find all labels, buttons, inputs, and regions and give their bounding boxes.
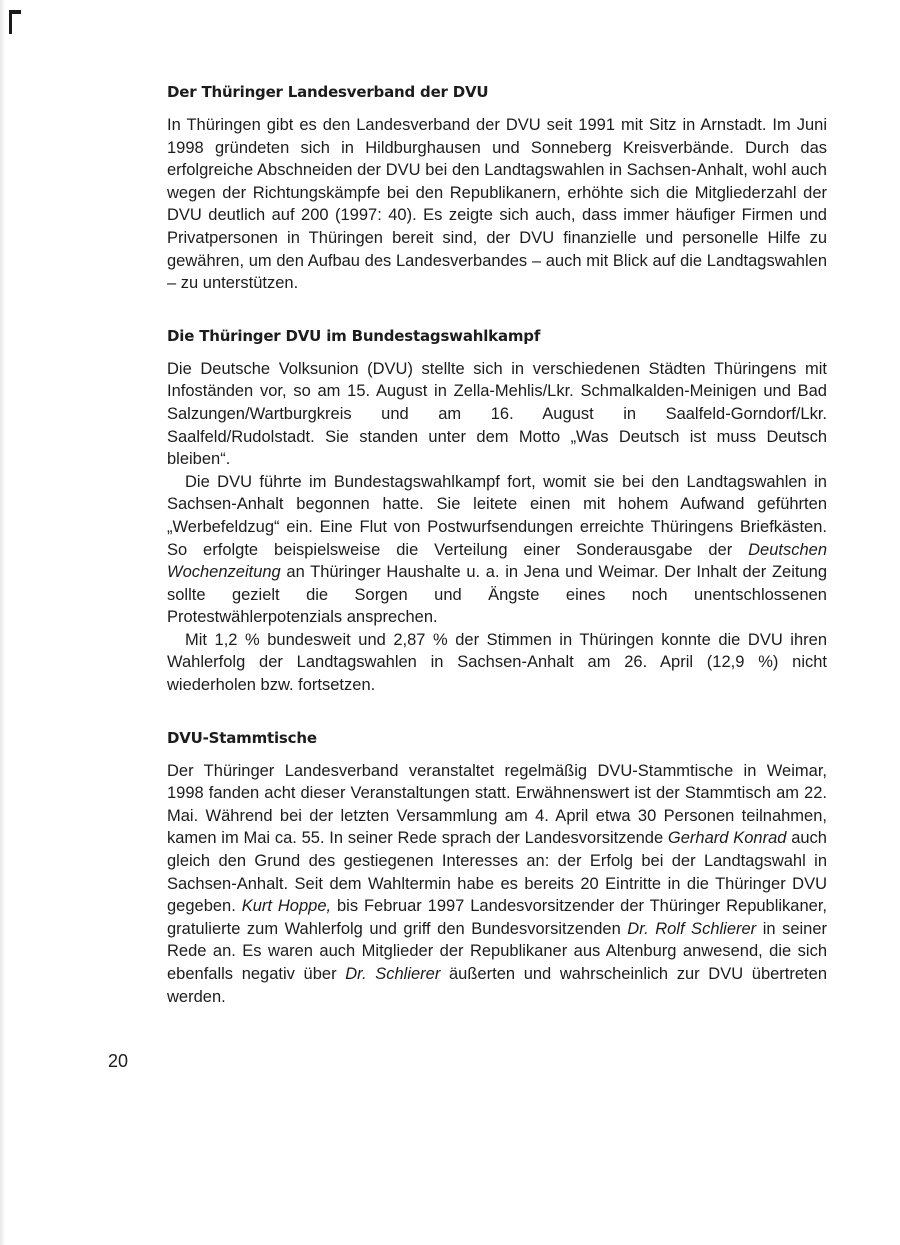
section-stammtische [167, 727, 827, 1009]
paragraph: Mit 1,2 % bundesweit und 2,87 % der Stimmen in Thüringen konnte die DVU ihren Wahlerfolg der Landtagswahlen in Sachsen-Anhalt am 26. April (12,9 %) nicht wiederholen bzw. fortsetzen. [167, 630, 827, 695]
text-run: Die DVU führte im Bundestagswahlkampf fort, womit sie bei den Landtagswahlen in Sachsen-Anhalt begonnen hatte. Sie leitete einen mit hohem Aufwand geführten „Werbefeldzug“ ein. Eine Flut von Postwurfsendungen erreichte Thüringens Briefkästen. So erfolgte beispielsweise die Verteilung einer Sonderausgabe der [167, 472, 827, 559]
newspaper-title: Deutschen Wochenzeitung [167, 540, 827, 582]
paragraph [167, 471, 827, 629]
text-run: auch gleich den Grund des gestiegenen Interesses an: der Erfolg bei der Landtagswahl in Sachsen-Anhalt. Seit dem Wahltermin habe es bereits 20 Eintritte in die Thüringer DVU gegeben. [167, 829, 827, 916]
person-name: Dr. Rolf Schlierer [627, 919, 757, 938]
paragraph: Die Deutsche Volksunion (DVU) stellte sich in verschiedenen Städten Thüringens mit Infoständen vor, so am 15. August in Zella-Mehlis/Lkr. Schmalkalden-Meinigen und Bad Salzungen/Wartburgkreis und am 16. August in Saalfeld-Gorndorf/Lkr. Saalfeld/Rudolstadt. Sie standen unter dem Motto „Was Deutsch ist muss Deutsch bleiben“. [167, 359, 827, 469]
person-name: Gerhard Konrad [667, 829, 787, 848]
scan-edge-shadow [0, 0, 5, 1245]
page-body [167, 81, 827, 1038]
paragraph: In Thüringen gibt es den Landesverband der DVU seit 1991 mit Sitz in Arnstadt. Im Juni 1998 gründeten sich in Hildburghausen und Sonneberg Kreisverbände. Durch das erfolgreiche Abschneiden der DVU bei den Landtagswahlen in Sachsen-Anhalt, wohl auch wegen der Richtungskämpfe bei den Republikanern, erhöhte sich die Mitgliederzahl der DVU deutlich auf 200 (1997: 40). Es zeigte sich auch, dass immer häufiger Firmen und Privatpersonen in Thüringen bereit sind, der DVU finanzielle und personelle Hilfe zu gewähren, um den Aufbau des Landesverbandes – auch mit Blick auf die Landtagswahlen – zu unterstützen. [167, 116, 827, 293]
page-number: 20 [108, 1051, 129, 1071]
section-landesverband [167, 81, 827, 295]
text-run: an Thüringer Haushalte u. a. in Jena und Weimar. Der Inhalt der Zeitung sollte gezielt die Sorgen und Ängste eines noch unentschlossenen Protestwählerpotenzials ansprechen. [167, 563, 827, 627]
text-run: bis Februar 1997 Landesvorsitzender der Thüringer Republikaner, gratulierte zum Wahlerfolg und griff den Bundesvorsitzenden [167, 897, 828, 938]
text-run: Der Thüringer Landesverband veranstaltet regelmäßig DVU-Stammtische in Weimar, 1998 fanden acht dieser Veranstaltungen statt. Erwähnenswert ist der Stammtisch am 22. Mai. Während bei der letzten Versammlung am 4. April etwa 30 Personen teilnahmen, kamen im Mai ca. 55. In seiner Rede sprach der Landesvorsitzende [167, 761, 827, 848]
crop-corner-mark [9, 10, 21, 34]
paragraph [167, 760, 827, 1009]
person-name: Kurt Hoppe, [241, 897, 332, 916]
section-heading: Die Thüringer DVU im Bundestagswahlkampf [167, 326, 541, 345]
section-heading: Der Thüringer Landesverband der DVU [167, 83, 489, 101]
section-heading: DVU-Stammtische [167, 728, 317, 747]
person-name: Dr. Schlierer [345, 965, 441, 983]
text-run: äußerten und wahrscheinlich zur DVU übertreten werden. [167, 965, 827, 1006]
section-bundestagswahlkampf [167, 325, 827, 697]
text-run: in seiner Rede an. Es waren auch Mitglieder der Republikaner aus Altenburg anwesend, die sich ebenfalls negativ über [167, 919, 828, 983]
